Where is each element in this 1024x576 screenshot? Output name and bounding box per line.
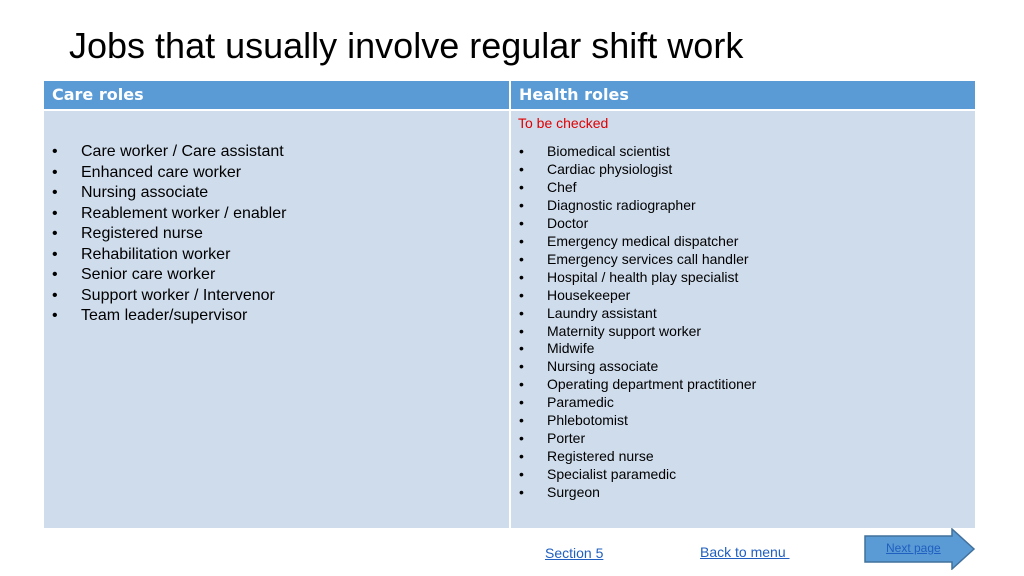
- list-item: • Hospital / health play specialist: [519, 268, 739, 285]
- bullet: •: [519, 178, 524, 195]
- bullet: •: [52, 143, 58, 160]
- list-item: • Nursing associate: [52, 183, 286, 204]
- list-item: • Midwife: [519, 340, 595, 357]
- bullet: •: [519, 358, 524, 375]
- bullet: •: [52, 286, 58, 304]
- list-item: • Team leader/supervisor: [52, 306, 286, 327]
- care-roles-cell: [44, 111, 509, 528]
- bullet: •: [519, 448, 524, 465]
- bullet: •: [519, 322, 524, 339]
- care-roles-header: Care roles: [44, 81, 509, 109]
- bullet: •: [519, 376, 524, 393]
- bullet: •: [519, 412, 524, 429]
- health-roles-header: Health roles: [511, 81, 975, 109]
- bullet: •: [52, 266, 58, 283]
- bullet: •: [519, 143, 524, 159]
- to-be-checked-note: To be checked: [518, 115, 609, 131]
- bullet: •: [52, 184, 58, 201]
- bullet: •: [519, 304, 524, 321]
- bullet: •: [519, 232, 524, 249]
- bullet: •: [519, 466, 524, 483]
- list-item: • Enhanced care worker: [52, 163, 286, 184]
- bullet: •: [52, 163, 58, 181]
- list-item: • Chef: [519, 178, 577, 195]
- care-roles-list: [52, 142, 286, 327]
- list-item: • Senior care worker: [52, 265, 286, 286]
- list-item: • Emergency services call handler: [519, 250, 749, 267]
- bullet: •: [52, 204, 58, 222]
- list-item: • Diagnostic radiographer: [519, 196, 696, 213]
- list-item: • Registered nurse: [519, 448, 654, 465]
- list-item: • Laundry assistant: [519, 304, 657, 321]
- list-item: • Porter: [519, 430, 586, 447]
- page-title: Jobs that usually involve regular shift work: [69, 25, 744, 66]
- bullet: •: [519, 160, 524, 177]
- list-item: • Operating department practitioner: [519, 376, 757, 393]
- bullet: •: [52, 225, 58, 242]
- list-item: • Care worker / Care assistant: [52, 142, 286, 163]
- next-page-button[interactable]: [864, 528, 976, 570]
- bullet: •: [519, 214, 524, 231]
- health-roles-list: [519, 143, 756, 502]
- list-item: • Nursing associate: [519, 358, 659, 375]
- list-item: • Specialist paramedic: [519, 466, 677, 483]
- bullet: •: [519, 394, 524, 411]
- list-item: • Housekeeper: [519, 286, 631, 303]
- list-item: • Registered nurse: [52, 224, 286, 245]
- list-item: • Paramedic: [519, 394, 614, 411]
- list-item: • Maternity support worker: [519, 322, 702, 339]
- list-item: • Surgeon: [519, 484, 600, 501]
- back-to-menu-link[interactable]: Back to menu: [700, 544, 790, 560]
- bullet: •: [52, 307, 58, 324]
- section-5-link[interactable]: Section 5: [545, 545, 604, 561]
- next-page-label: Next page: [886, 541, 941, 555]
- list-item: • Emergency medical dispatcher: [519, 232, 739, 249]
- list-item: • Reablement worker / enabler: [52, 204, 286, 225]
- roles-table: [44, 81, 975, 528]
- bullet: •: [519, 196, 524, 213]
- bullet: •: [519, 268, 524, 285]
- health-roles-cell: [511, 111, 975, 528]
- list-item: • Cardiac physiologist: [519, 160, 673, 177]
- bullet: •: [519, 340, 524, 357]
- bullet: •: [52, 245, 58, 263]
- bullet: •: [519, 484, 524, 501]
- bullet: •: [519, 250, 524, 267]
- list-item: • Support worker / Intervenor: [52, 286, 286, 307]
- bullet: •: [519, 286, 524, 303]
- list-item: • Rehabilitation worker: [52, 245, 286, 266]
- list-item: • Doctor: [519, 214, 589, 231]
- list-item: • Biomedical scientist: [519, 143, 670, 159]
- bullet: •: [519, 430, 524, 447]
- list-item: • Phlebotomist: [519, 412, 628, 429]
